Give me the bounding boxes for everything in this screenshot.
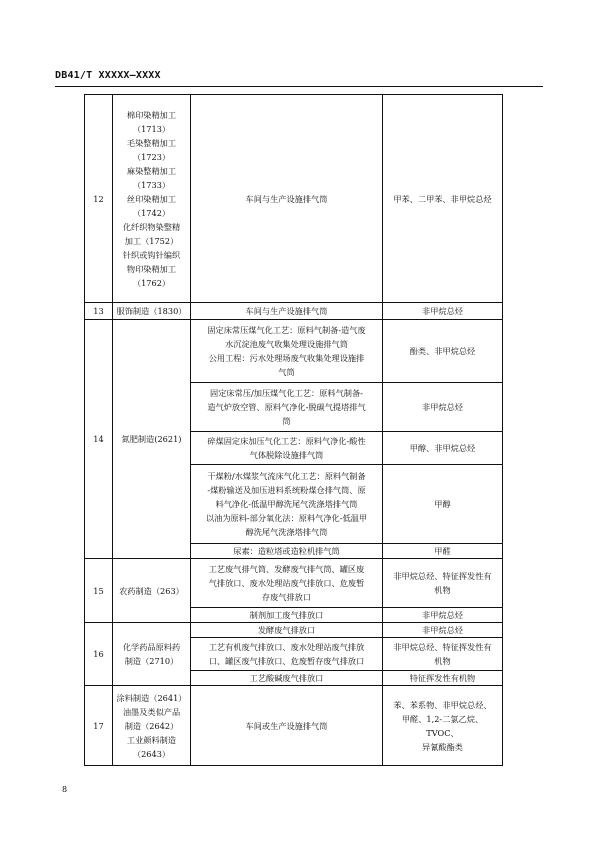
source-cell xyxy=(191,432,383,465)
cell-line: 制造（2642） xyxy=(124,720,179,731)
cell-line: 固定床常压/加压煤气化工艺：原料气制备- xyxy=(210,388,363,398)
pollutant-cell: 甲醇、非甲烷总烃 xyxy=(383,432,503,465)
cell-line: 非甲烷总烃 xyxy=(422,610,463,620)
cell-line: 物印染精加工 xyxy=(126,263,177,274)
cell-line: 油墨及类似产品 xyxy=(122,706,181,717)
cell-line: 棉印染精加工 xyxy=(126,109,177,120)
cell-line: 固定床常压煤气化工艺：原料气制备-造气废 xyxy=(207,325,366,335)
cell-line: 非甲烷总烃、特征挥发性有 xyxy=(393,642,492,652)
cell-line: 制造（2710） xyxy=(124,656,179,666)
pollutant-cell: 甲苯、二甲苯、非甲烷总烃 xyxy=(383,95,503,303)
cell-line: 料气净化-低温甲醇洗尾气洗涤塔排气筒 xyxy=(215,499,358,509)
source-cell xyxy=(191,671,383,686)
cell-line: 工业颜料制造 xyxy=(126,734,177,745)
row-number: 14 xyxy=(85,320,113,559)
table-row xyxy=(85,559,503,608)
source-cell xyxy=(191,623,383,638)
cell-line: （1762） xyxy=(132,277,171,288)
cell-line: 涂料制造（2641） xyxy=(116,692,187,703)
cell-line: 干煤粉/水煤浆气流床气化工艺：原料气制备 xyxy=(207,471,366,481)
cell-line: 发酵废气排放口 xyxy=(257,625,316,635)
cell-line: 苯、苯系物、非甲烷总烃、 xyxy=(393,699,492,710)
page-number: 8 xyxy=(62,785,68,794)
source-cell: 车间或生产设施排气筒 xyxy=(191,686,383,766)
cell-line: 工艺废气排气筒、发酵废气排气筒、罐区废 xyxy=(208,564,365,574)
pollutant-cell xyxy=(383,608,503,623)
pollutant-cell: 非甲烷总烃 xyxy=(383,303,503,320)
pollutant-cell xyxy=(383,671,503,686)
industry-cell xyxy=(113,95,191,303)
cell-line: 口、罐区废气排放口、危废暂存废气排放口 xyxy=(208,656,365,666)
row-number: 17 xyxy=(85,686,113,766)
pollutant-cell xyxy=(383,559,503,608)
cell-line: 异氰酸酯类 xyxy=(422,741,463,752)
industry-cell xyxy=(113,623,191,686)
cell-line: 气筒 xyxy=(278,367,295,377)
table-row xyxy=(85,320,503,383)
cell-line: -煤粉输送及加压进料系统粉煤仓排气筒、原 xyxy=(207,485,366,495)
table-row xyxy=(85,95,503,303)
row-number: 13 xyxy=(85,303,113,320)
source-cell xyxy=(191,320,383,383)
cell-line: 水沉淀池废气收集处理设施排气筒 xyxy=(225,339,348,349)
row-number: 12 xyxy=(85,95,113,303)
table-row xyxy=(85,686,503,766)
cell-line: （1723） xyxy=(132,151,171,162)
pollutant-cell xyxy=(383,638,503,671)
source-cell xyxy=(191,559,383,608)
cell-line: 筒 xyxy=(282,416,291,426)
source-cell xyxy=(191,383,383,432)
document-code: DB41/T XXXXX—XXXX xyxy=(55,70,161,81)
cell-line: 醇洗尾气洗涤塔排气筒 xyxy=(245,527,328,537)
source-cell xyxy=(191,544,383,559)
cell-line: 制剂加工废气排放口 xyxy=(249,610,324,620)
pollutant-cell: 甲醛 xyxy=(383,544,503,559)
cell-line: 麻染整精加工 xyxy=(126,165,177,176)
industry-cell: 农药制造（263） xyxy=(113,559,191,623)
source-cell xyxy=(191,465,383,544)
pollutant-cell: 非甲烷总烃 xyxy=(383,383,503,432)
header-rule xyxy=(55,86,543,87)
cell-line: 非甲烷总烃、特征挥发性有 xyxy=(393,571,492,581)
industry-cell xyxy=(113,686,191,766)
source-cell xyxy=(191,608,383,623)
cell-line: （1742） xyxy=(132,207,171,218)
cell-line: 气体脱除设施排气筒 xyxy=(249,450,324,460)
cell-line: （1733） xyxy=(132,179,171,190)
row-number: 15 xyxy=(85,559,113,623)
cell-line: 针织或钩针编织 xyxy=(122,249,181,260)
industry-cell: 氮肥制造(2621) xyxy=(113,320,191,559)
table-row xyxy=(85,303,503,320)
emission-table xyxy=(84,94,503,766)
cell-line: 毛染整精加工 xyxy=(126,137,177,148)
cell-line: 尿素：造粒塔或造粒机排气筒 xyxy=(233,546,340,556)
pollutant-cell: 酚类、非甲烷总烃 xyxy=(383,320,503,383)
row-number: 16 xyxy=(85,623,113,686)
cell-line: 化学药品原料药 xyxy=(122,642,181,652)
cell-line: 特征挥发性有机物 xyxy=(409,673,476,683)
cell-line: 加工（1752） xyxy=(124,235,179,246)
source-cell: 车间与生产设施排气筒 xyxy=(191,303,383,320)
cell-line: 存废气排放口 xyxy=(261,592,312,602)
table-row xyxy=(85,623,503,638)
cell-line: 非甲烷总烃 xyxy=(422,625,463,635)
cell-line: 碎煤固定床加压气化工艺：原料气净化-酸性 xyxy=(207,436,366,446)
cell-line: 工艺有机废气排放口、废水处理站废气排放 xyxy=(208,642,365,652)
cell-line: 机物 xyxy=(434,656,451,666)
pollutant-cell: 甲醇 xyxy=(383,465,503,544)
cell-line: 甲醛、1,2-二氯乙烷、TVOC、 xyxy=(401,713,484,738)
source-cell: 车间与生产设施排气筒 xyxy=(191,95,383,303)
pollutant-cell xyxy=(383,686,503,766)
industry-cell: 服饰制造（1830） xyxy=(113,303,191,320)
cell-line: 机物 xyxy=(434,585,451,595)
cell-line: （2643） xyxy=(132,748,171,759)
cell-line: 化纤织物染整精 xyxy=(122,221,181,232)
cell-line: 造气炉放空管、原料气净化-脱碳气提塔排气 xyxy=(207,402,366,412)
cell-line: （1713） xyxy=(132,123,171,134)
source-cell xyxy=(191,638,383,671)
cell-line: 气排放口、废水处理站废气排放口、危废暂 xyxy=(208,578,365,588)
pollutant-cell xyxy=(383,623,503,638)
cell-line: 丝印染精加工 xyxy=(126,193,177,204)
cell-line: 以油为原料-部分氧化法：原料气净化-低温甲 xyxy=(205,513,368,523)
cell-line: 工艺酸碱废气排放口 xyxy=(249,673,324,683)
cell-line: 公用工程：污水处理场废气收集处理设施排 xyxy=(208,353,365,363)
